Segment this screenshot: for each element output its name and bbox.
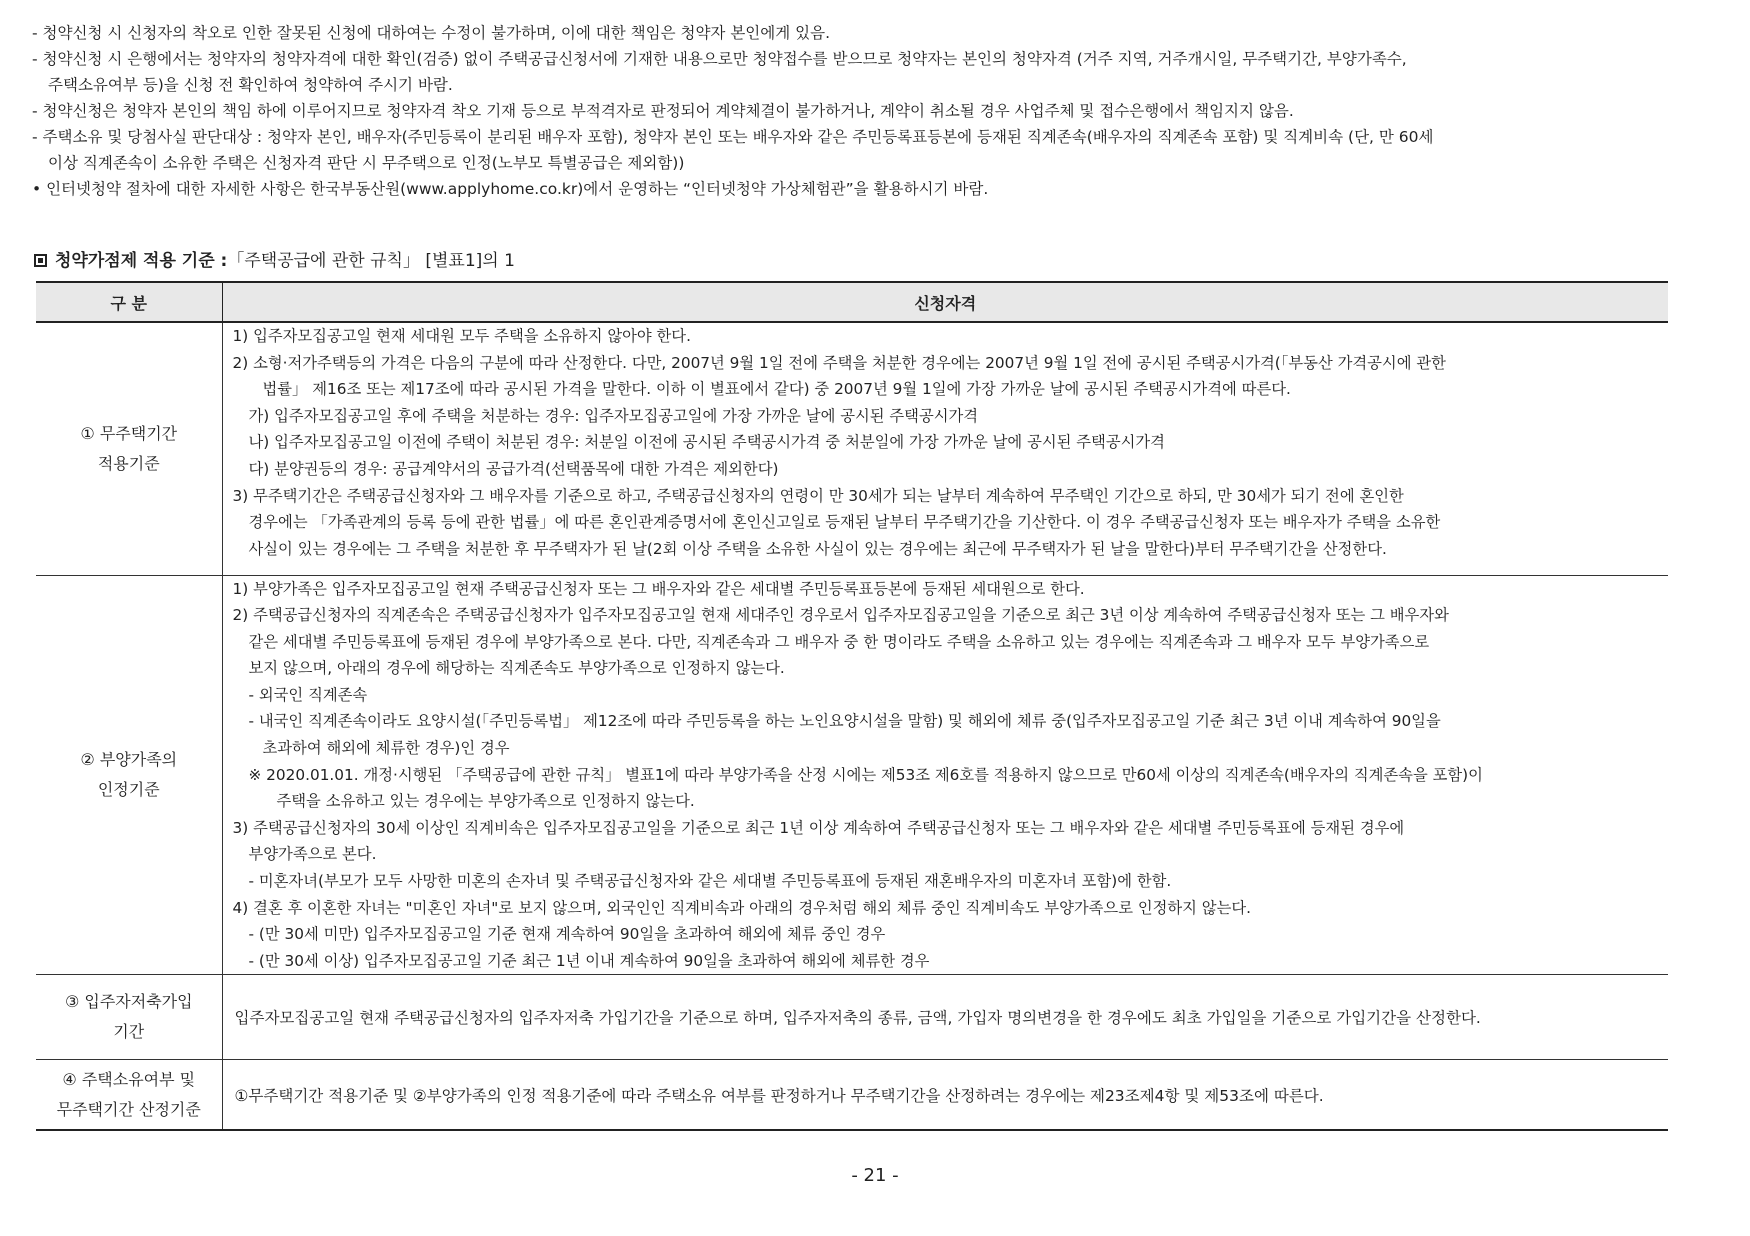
content-line: 2) 소형·저가주택등의 가격은 다음의 구분에 따라 산정한다. 다만, 2007년 9월 1일 전에 주택을 처분한 경우에는 2007년 9월 1일 전에 공시된 주택공시가격(「부동산 가격공시에 관한 <box>232 353 1446 372</box>
header-qualification: 신청자격 <box>222 282 1668 322</box>
table-row <box>36 322 1668 575</box>
note-continuation-text: 이상 직계존속이 소유한 주택은 신청자격 판단 시 무주택으로 인정(노부모 특별공급은 제외함)) <box>48 154 685 172</box>
content-line: - 외국인 직계존속 <box>248 685 368 704</box>
row-category <box>36 575 222 975</box>
content-line: 2) 주택공급신청자의 직계존속은 주택공급신청자가 입주자모집공고일 현재 세대주인 경우로서 입주자모집공고일을 기준으로 최근 3년 이상 계속하여 주택공급신청자 또는 그 배우자와 <box>232 606 1449 625</box>
content-line: 법률」 제16조 또는 제17조에 따라 공시된 가격을 말한다. 이하 이 별표에서 같다) 중 2007년 9월 1일에 가장 가까운 날에 공시된 주택공시가격에 따른다. <box>262 380 1291 399</box>
square-bullet-icon <box>34 254 47 267</box>
criteria-table <box>36 281 1668 1131</box>
note-item-continuation <box>32 150 1712 176</box>
note-item: - 청약신청 시 신청자의 착오로 인한 잘못된 신청에 대하여는 수정이 불가하며, 이에 대한 책임은 청약자 본인에게 있음. <box>32 24 831 42</box>
row-category <box>36 975 222 1060</box>
content-line: 나) 입주자모집공고일 이전에 주택이 처분된 경우: 처분일 이전에 공시된 주택공시가격 중 처분일에 가장 가까운 날에 공시된 주택공시가격 <box>248 433 1165 452</box>
content-line: 주택을 소유하고 있는 경우에는 부양가족으로 인정하지 않는다. <box>276 792 695 811</box>
header-category: 구 분 <box>36 282 222 322</box>
row-content <box>222 575 1668 975</box>
content-line: 보지 않으며, 아래의 경우에 해당하는 직계존속도 부양가족으로 인정하지 않는다. <box>248 659 785 678</box>
content-line: - (만 30세 이상) 입주자모집공고일 기준 최근 1년 이내 계속하여 90일을 초과하여 해외에 체류한 경우 <box>248 951 930 970</box>
table-row <box>36 975 1668 1060</box>
category-line: ① 무주택기간 <box>80 423 178 443</box>
row-content: 입주자모집공고일 현재 주택공급신청자의 입주자저축 가입기간을 기준으로 하며, 입주자저축의 종류, 금액, 가입자 명의변경을 한 경우에도 최초 가입일을 기준으로 가입기간을 산정한다. <box>222 975 1668 1060</box>
note-continuation-text: 주택소유여부 등)을 신청 전 확인하여 청약하여 주시기 바람. <box>48 76 453 94</box>
content-line: 다) 분양권등의 경우: 공급계약서의 공급가격(선택품목에 대한 가격은 제외한다) <box>248 459 779 478</box>
content-line: - 미혼자녀(부모가 모두 사망한 미혼의 손자녀 및 주택공급신청자와 같은 세대별 주민등록표에 등재된 재혼배우자의 미혼자녀 포함)에 한함. <box>248 872 1172 891</box>
table-header-row <box>36 282 1668 322</box>
section-title <box>34 246 515 271</box>
content-line: 3) 무주택기간은 주택공급신청자와 그 배우자를 기준으로 하고, 주택공급신청자의 연령이 만 30세가 되는 날부터 계속하여 무주택인 기간으로 하되, 만 30세가 되기 전에 혼인한 <box>232 486 1404 505</box>
note-item: - 청약신청은 청약자 본인의 책임 하에 이루어지므로 청약자격 착오 기재 등으로 부적격자로 판정되어 계약체결이 불가하거나, 계약이 취소될 경우 사업주체 및 접수은행에서 책임지지 않음. <box>32 102 1294 120</box>
content-line: 4) 결혼 후 이혼한 자녀는 "미혼인 자녀"로 보지 않으며, 외국인인 직계비속과 아래의 경우처럼 해외 체류 중인 직계비속도 부양가족으로 인정하지 않는다. <box>232 898 1251 917</box>
notes-list <box>32 20 1712 202</box>
section-label: 청약가점제 적용 기준 : <box>55 251 228 271</box>
row-content <box>222 322 1668 575</box>
content-line: 부양가족으로 본다. <box>248 845 377 864</box>
content-line: - 내국인 직계존속이라도 요양시설(「주민등록법」 제12조에 따라 주민등록을 하는 노인요양시설을 말함) 및 해외에 체류 중(입주자모집공고일 기준 최근 3년 이내 계속하여 90일을 <box>248 712 1441 731</box>
category-line: ③ 입주자저축가입 <box>64 992 193 1012</box>
category-line: 적용기준 <box>97 453 160 473</box>
category-line: ④ 주택소유여부 및 <box>62 1069 196 1089</box>
category-line: 기간 <box>113 1022 145 1042</box>
section-reference: 「주택공급에 관한 규칙」 [별표1]의 1 <box>227 251 515 271</box>
category-line: 무주택기간 산정기준 <box>56 1099 201 1119</box>
content-line: - (만 30세 미만) 입주자모집공고일 기준 현재 계속하여 90일을 초과하여 해외에 체류 중인 경우 <box>248 925 886 944</box>
row-content: ①무주택기간 적용기준 및 ②부양가족의 인정 적용기준에 따라 주택소유 여부를 판정하거나 무주택기간을 산정하려는 경우에는 제23조제4항 및 제53조에 따른다. <box>222 1060 1668 1130</box>
table-row <box>36 575 1668 975</box>
content-line: 가) 입주자모집공고일 후에 주택을 처분하는 경우: 입주자모집공고일에 가장 가까운 날에 공시된 주택공시가격 <box>248 406 979 425</box>
page-number: - 21 - <box>851 1165 899 1186</box>
note-item-continuation <box>32 72 1712 98</box>
category-line: ② 부양가족의 <box>80 749 178 769</box>
content-line: 3) 주택공급신청자의 30세 이상인 직계비속은 입주자모집공고일을 기준으로 최근 1년 이상 계속하여 주택공급신청자 또는 그 배우자와 같은 세대별 주민등록표에 등재된 경우에 <box>232 818 1405 837</box>
content-line: 사실이 있는 경우에는 그 주택을 처분한 후 무주택자가 된 날(2회 이상 주택을 소유한 사실이 있는 경우에는 최근에 무주택자가 된 날을 말한다)부터 무주택기간을 산정한다. <box>248 539 1387 558</box>
note-item: - 청약신청 시 은행에서는 청약자의 청약자격에 대한 확인(검증) 없이 주택공급신청서에 기재한 내용으로만 청약접수를 받으므로 청약자는 본인의 청약자격 (거주 지역, 거주개시일, 무주택기간, 부양가족수, <box>32 50 1407 68</box>
content-line: 초과하여 해외에 체류한 경우)인 경우 <box>262 739 510 758</box>
content-line: 경우에는 「가족관계의 등록 등에 관한 법률」에 따른 혼인관계증명서에 혼인신고일로 등재된 날부터 무주택기간을 기산한다. 이 경우 주택공급신청자 또는 배우자가 주택을 소유한 <box>248 513 1441 532</box>
content-line: 1) 입주자모집공고일 현재 세대원 모두 주택을 소유하지 않아야 한다. <box>232 327 691 345</box>
row-category <box>36 1060 222 1130</box>
table-row <box>36 1060 1668 1130</box>
content-line: 같은 세대별 주민등록표에 등재된 경우에 부양가족으로 본다. 다만, 직계존속과 그 배우자 중 한 명이라도 주택을 소유하고 있는 경우에는 직계존속과 그 배우자 모두 부양가족으로 <box>248 632 1430 651</box>
note-item: - 주택소유 및 당첨사실 판단대상 : 청약자 본인, 배우자(주민등록이 분리된 배우자 포함), 청약자 본인 또는 배우자와 같은 주민등록표등본에 등재된 직계존속(배우자의 직계존속 포함) 및 직계비속 (단, 만 60세 <box>32 128 1434 146</box>
note-item: • 인터넷청약 절차에 대한 자세한 사항은 한국부동산원(www.applyhome.co.kr)에서 운영하는 “인터넷청약 가상체험관”을 활용하시기 바람. <box>32 180 989 198</box>
content-line: ※ 2020.01.01. 개정·시행된 「주택공급에 관한 규칙」 별표1에 따라 부양가족을 산정 시에는 제53조 제6호를 적용하지 않으므로 만60세 이상의 직계존속(배우자의 직계존속을 포함)이 <box>248 765 1483 784</box>
content-line: 1) 부양가족은 입주자모집공고일 현재 주택공급신청자 또는 그 배우자와 같은 세대별 주민등록표등본에 등재된 세대원으로 한다. <box>232 579 1085 598</box>
category-line: 인정기준 <box>97 779 160 799</box>
row-category <box>36 322 222 575</box>
